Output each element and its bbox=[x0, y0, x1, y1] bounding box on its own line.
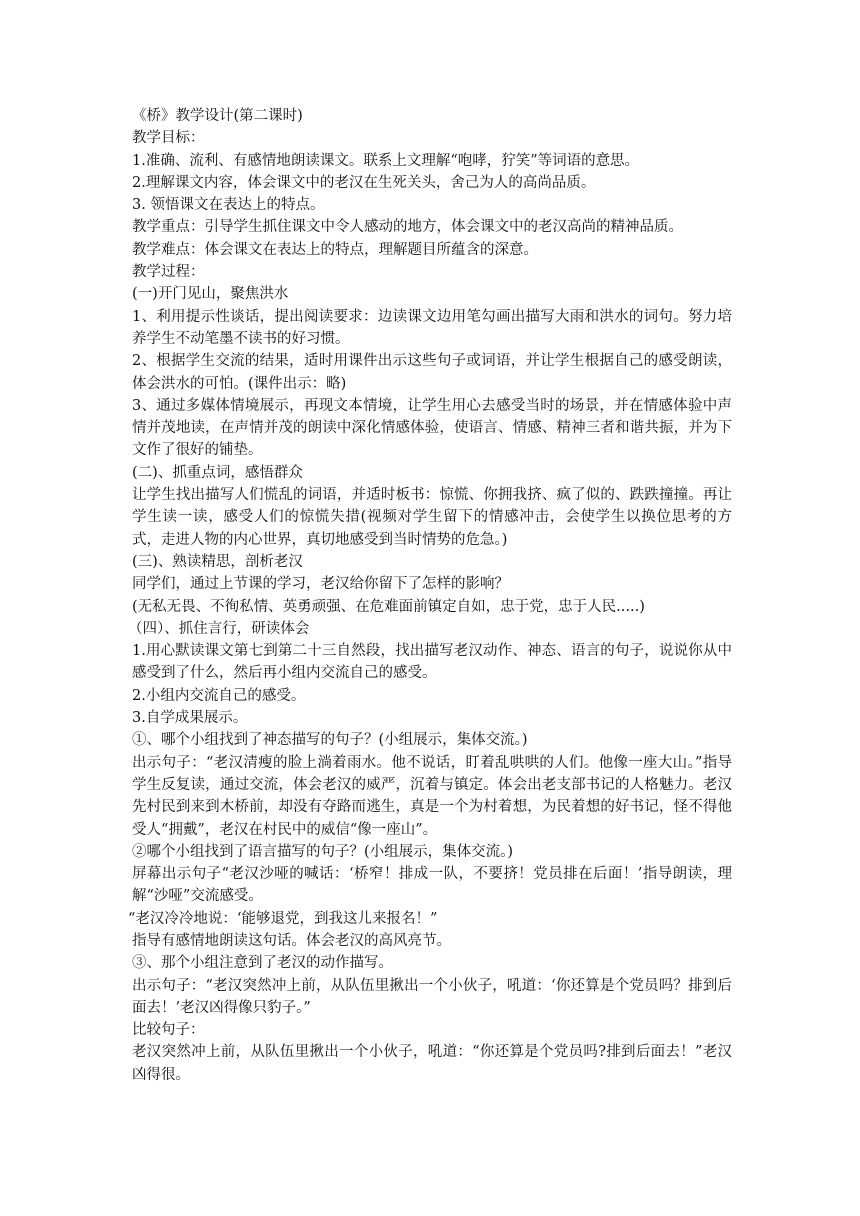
quote-sentence: “老汉冷冷地说：‘能够退党，到我这儿来报名！” bbox=[128, 910, 438, 927]
objective-item-3: 3. 领悟课文在表达上的特点。 bbox=[132, 197, 325, 214]
document-title: 《桥》教学设计(第二课时) bbox=[132, 108, 303, 124]
section-heading-objectives: 教学目标： bbox=[132, 130, 205, 147]
process-part-3-answer: (无私无畏、不徇私情、英勇顽强、在危难面前镇定自如，忠于党，忠于人民.....) bbox=[132, 598, 645, 615]
process-part-4-step-2: 2.小组内交流自己的感受。 bbox=[132, 687, 306, 704]
process-part-1-step-2: 2、根据学生交流的结果，适时用课件出示这些句子或词语，并让学生根据自己的感受朗读，体会洪水的可怕。(课件出示：略) bbox=[132, 353, 732, 392]
language-answer-2: 屏幕出示句子“老汉沙哑的喊话：‘桥窄！排成一队，不要挤！党员排在后面！’指导朗读，理解“沙哑”交流感受。 bbox=[132, 866, 732, 905]
expression-answer-1: 出示句子：“老汉清瘦的脸上淌着雨水。他不说话，盯着乱哄哄的人们。他像一座大山。”指导学生反复读，通过交流，体会老汉的威严，沉着与镇定。体会出老支部书记的人格魅力。老汉先村民到来到木桥前，却没有夺路而逃生，真是一个为村着想，为民着想的好书记，怪不得他受人“拥戴”，老汉在村民中的威信“像一座山”。 bbox=[132, 754, 732, 838]
compare-heading: 比较句子： bbox=[132, 1022, 205, 1039]
process-part-4-step-1: 1.用心默读课文第七到第二十三自然段，找出描写老汉动作、神态、语言的句子，说说你从中感受到了什么，然后再小组内交流自己的感受。 bbox=[132, 643, 732, 682]
teaching-focus: 教学重点：引导学生抓住课文中令人感动的地方，体会课文中的老汉高尚的精神品质。 bbox=[132, 219, 683, 236]
process-part-1-step-3: 3、通过多媒体情境展示，再现文本情境，让学生用心去感受当时的场景，并在情感体验中声情并茂地读，在声情并茂的朗读中深化情感体验，使语言、情感、精神三者和谐共振，并为下文作了很好的铺垫。 bbox=[132, 397, 732, 459]
process-part-2-heading: (二)、抓重点词，感悟群众 bbox=[132, 464, 303, 481]
action-sentence: 出示句子：“老汉突然冲上前，从队伍里揪出一个小伙子，吼道：‘你还算是个党员吗？排到后面去！’老汉凶得像只豹子。” bbox=[132, 977, 732, 1016]
compare-sentence: 老汉突然冲上前，从队伍里揪出一个小伙子，吼道：“你还算是个党员吗?排到后面去！”老汉凶得很。 bbox=[132, 1044, 732, 1083]
process-part-4-step-3: 3.自学成果展示。 bbox=[132, 710, 248, 727]
section-heading-process: 教学过程： bbox=[132, 264, 205, 281]
document-page bbox=[128, 105, 732, 1086]
action-question-3: ③、那个小组注意到了老汉的动作描写。 bbox=[132, 955, 393, 972]
reading-guidance: 指导有感情地朗读这句话。体会老汉的高风亮节。 bbox=[132, 932, 451, 949]
objective-item-2: 2.理解课文内容，体会课文中的老汉在生死关头，舍己为人的高尚品质。 bbox=[132, 174, 596, 191]
process-part-1-step-1: 1、利用提示性谈话，提出阅读要求：边读课文边用笔勾画出描写大雨和洪水的词句。努力培养学生不动笔墨不读书的好习惯。 bbox=[132, 308, 732, 347]
objective-item-1: 1.准确、流利、有感情地朗读课文。联系上文理解“咆哮，狞笑”等词语的意思。 bbox=[132, 152, 640, 169]
process-part-2-body: 让学生找出描写人们慌乱的词语，并适时板书：惊慌、你拥我挤、疯了似的、跌跌撞撞。再让学生读一读，感受人们的惊慌失措(视频对学生留下的情感冲击，会使学生以换位思考的方式，走进人物的内心世界，真切地感受到当时情势的危急。) bbox=[132, 487, 732, 548]
process-part-4-heading: （四）、抓住言行，研读体会 bbox=[128, 620, 310, 637]
process-part-1-heading: (一)开门见山，聚焦洪水 bbox=[132, 286, 289, 303]
expression-question-1: ①、哪个小组找到了神态描写的句子？(小组展示，集体交流。) bbox=[132, 732, 528, 749]
teaching-difficulty: 教学难点：体会课文在表达上的特点，理解题目所蕴含的深意。 bbox=[132, 241, 538, 258]
language-question-2: ②哪个小组找到了语言描写的句子？(小组展示，集体交流。) bbox=[132, 843, 514, 860]
process-part-3-heading: (三)、熟读精思，剖析老汉 bbox=[132, 553, 303, 570]
process-part-3-question: 同学们，通过上节课的学习，老汉给你留下了怎样的影响？ bbox=[132, 576, 509, 593]
